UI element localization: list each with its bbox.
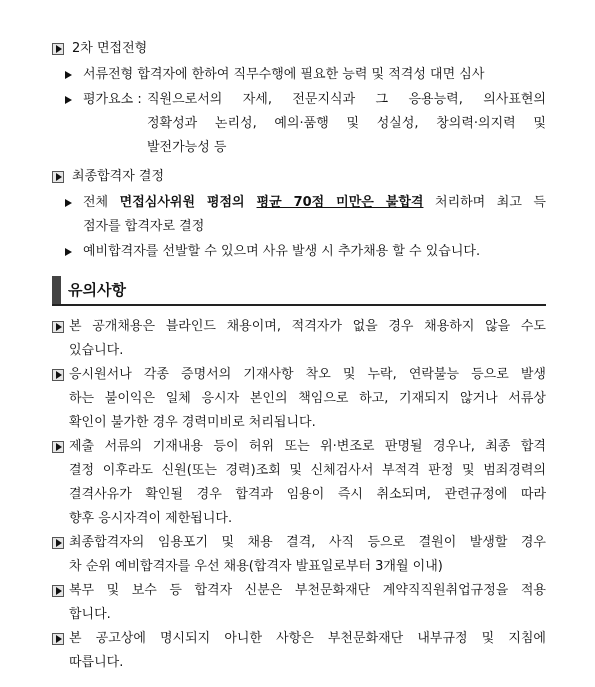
- notice-p6-line-2: 따릅니다.: [69, 655, 124, 670]
- notice-p6-line-1: 본 공고상에 명시되지 아니한 사항은 부천문화재단 내부규정 및 지침에: [69, 631, 546, 646]
- section-title-final: 최종합격자 결정: [72, 169, 165, 184]
- triangle-bullet-icon: [65, 199, 72, 207]
- notice-p4-line-1: 최종합격자의 임용포기 및 채용 결격, 사직 등으로 결원이 발생할 경우: [69, 535, 546, 550]
- triangle-bullet-icon: [65, 96, 72, 104]
- notice-heading: 유의사항: [68, 281, 126, 299]
- final-item-1-line-2: 점자를 합격자로 결정: [83, 219, 205, 234]
- notice-p3-line-4: 향후 응시자격이 제한됩니다.: [69, 511, 233, 526]
- notice-p2-line-1: 응시원서나 각종 증명서의 기재사항 착오 및 누락, 연락불능 등으로 발생: [69, 367, 546, 382]
- section-title-interview: 2차 면접전형: [72, 41, 148, 56]
- notice-p5-line-1: 복무 및 보수 등 합격자 신분은 부천문화재단 계약직직원취업규정을 적용: [69, 583, 546, 598]
- square-bullet-icon: [52, 369, 64, 381]
- notice-p2-line-3: 확인이 불가한 경우 경력미비로 처리됩니다.: [69, 415, 316, 430]
- interview-item-2-label: 평가요소 :: [83, 92, 142, 107]
- square-bullet-icon: [52, 537, 64, 549]
- heading-bar: [52, 276, 61, 304]
- notice-p3-line-3: 결격사유가 확인될 경우 합격과 임용이 즉시 취소되며, 관련규정에 따라: [69, 487, 546, 502]
- notice-p3-line-1: 제출 서류의 기재내용 등이 허위 또는 위·변조로 판명될 경우나, 최종 합격: [69, 439, 546, 454]
- square-bullet-icon: [52, 585, 64, 597]
- notice-p1-line-1: 본 공개채용은 블라인드 채용이며, 적격자가 없을 경우 채용하지 않을 수도: [69, 319, 546, 334]
- square-bullet-icon: [52, 43, 64, 55]
- square-bullet-icon: [52, 321, 64, 333]
- notice-p5-line-2: 합니다.: [69, 607, 111, 622]
- heading-rule: [52, 304, 546, 306]
- square-bullet-icon: [52, 633, 64, 645]
- interview-item-2-line-1: 직원으로서의 자세, 전문지식과 그 응용능력, 의사표현의: [147, 92, 546, 107]
- notice-p3-line-2: 결정 이후라도 신원(또는 경력)조회 및 신체검사서 부적격 판정 및 범죄경력의: [69, 463, 546, 478]
- interview-item-2-line-2: 정확성과 논리성, 예의·품행 및 성실성, 창의력·의지력 및: [147, 116, 546, 131]
- notice-p2-line-2: 하는 불이익은 일체 응시자 본인의 책임으로 하고, 기재되지 않거나 서류상: [69, 391, 546, 406]
- final-item-1-line-1: 전체 면접심사위원 평점의 평균 70점 미만은 불합격 처리하며 최고 득: [83, 195, 546, 210]
- square-bullet-icon: [52, 441, 64, 453]
- triangle-bullet-icon: [65, 248, 72, 256]
- square-bullet-icon: [52, 171, 64, 183]
- notice-p4-line-2: 차 순위 예비합격자를 우선 채용(합격자 발표일로부터 3개월 이내): [69, 559, 443, 574]
- interview-item-2-line-3: 발전가능성 등: [147, 140, 227, 155]
- triangle-bullet-icon: [65, 71, 72, 79]
- final-item-2: 예비합격자를 선발할 수 있으며 사유 발생 시 추가채용 할 수 있습니다.: [83, 244, 481, 259]
- interview-item-1: 서류전형 합격자에 한하여 직무수행에 필요한 능력 및 적격성 대면 심사: [83, 67, 485, 82]
- notice-p1-line-2: 있습니다.: [69, 343, 124, 358]
